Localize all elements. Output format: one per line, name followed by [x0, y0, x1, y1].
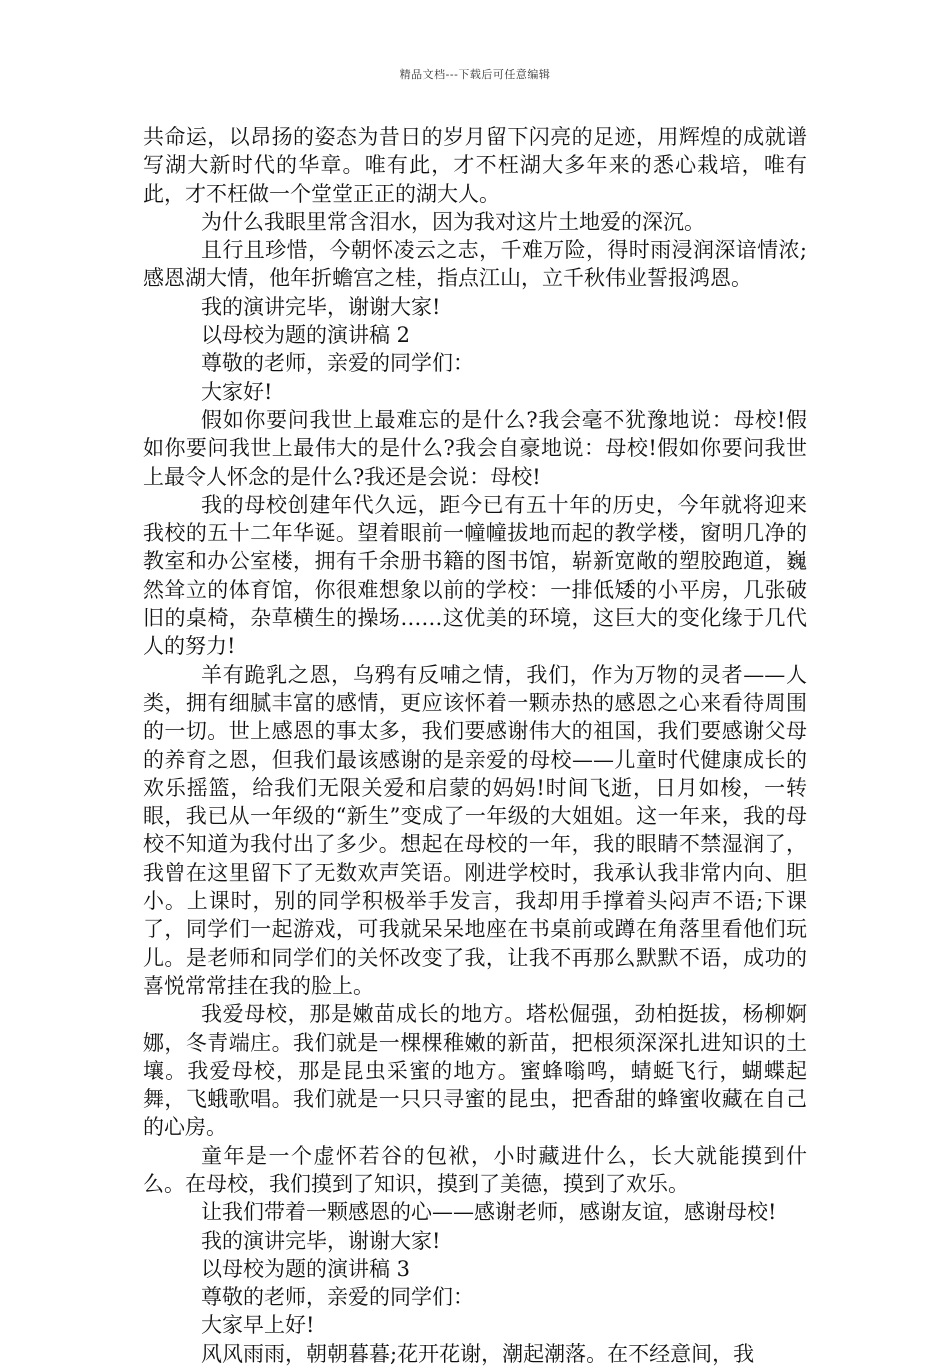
paragraph: 童年是一个虚怀若谷的包袱，小时藏进什么，长大就能摸到什么。在母校，我们摸到了知识，摸到了美德，摸到了欢乐。	[143, 1143, 807, 1196]
paragraph: 让我们带着一颗感恩的心——感谢老师，感谢友谊，感谢母校!	[201, 1200, 777, 1225]
paragraph: 我的母校创建年代久远，距今已有五十年的历史，今年就将迎来我校的五十二年华诞。望着眼前一幢幢拔地而起的教学楼，窗明几净的教室和办公室楼，拥有千余册书籍的图书馆，崭新宽敞的塑胶跑道，巍然耸立的体育馆，你很难想象以前的学校：一排低矮的小平房，几张破旧的桌椅，杂草横生的操场……这优美的环境，这巨大的变化缘于几代人的努力!	[143, 492, 807, 659]
document-body	[143, 123, 807, 1368]
page-header: 精品文档---下载后可任意编辑	[399, 68, 551, 81]
closing-line: 我的演讲完毕，谢谢大家!	[201, 294, 441, 319]
section-title: 以母校为题的演讲稿 3	[201, 1256, 411, 1281]
paragraph: 羊有跪乳之恩，乌鸦有反哺之情，我们，作为万物的灵者——人类，拥有细腻丰富的感情，更应该怀着一颗赤热的感恩之心来看待周围的一切。世上感恩的事太多，我们要感谢伟大的祖国，我们要感谢父母的养育之恩，但我们最该感谢的是亲爱的母校——儿童时代健康成长的欢乐摇篮，给我们无限关爱和启蒙的妈妈!时间飞逝，日月如梭，一转眼，我已从一年级的“新生”变成了一年级的大姐姐。这一年来，我的母校不知道为我付出了多少。想起在母校的一年，我的眼睛不禁湿润了，我曾在这里留下了无数欢声笑语。刚进学校时，我承认我非常内向、胆小。上课时，别的同学积极举手发言，我却用手撑着头闷声不语;下课了，同学们一起游戏，可我就呆呆地座在书桌前或蹲在角落里看他们玩儿。是老师和同学们的关怀改变了我，让我不再那么默默不语，成功的喜悦常常挂在我的脸上。	[143, 662, 807, 998]
closing-line: 我的演讲完毕，谢谢大家!	[201, 1228, 441, 1253]
section-title: 以母校为题的演讲稿 2	[201, 323, 411, 348]
paragraph: 假如你要问我世上最难忘的是什么?我会毫不犹豫地说：母校!假如你要问我世上最伟大的是什么?我会自豪地说：母校!假如你要问我世上最令人怀念的是什么?我还是会说：母校!	[143, 407, 807, 489]
salutation: 尊敬的老师，亲爱的同学们：	[201, 1285, 474, 1310]
greeting: 大家早上好!	[201, 1313, 315, 1338]
paragraph: 且行且珍惜，今朝怀凌云之志，千难万险，得时雨浸润深谙情浓;感恩湖大情，他年折蟾宫之桂，指点江山，立千秋伟业誓报鸿恩。	[143, 238, 807, 291]
paragraph: 为什么我眼里常含泪水，因为我对这片土地爱的深沉。	[201, 209, 705, 234]
paragraph: 风风雨雨，朝朝暮暮;花开花谢，潮起潮落。在不经意间，我	[201, 1341, 755, 1366]
greeting: 大家好!	[201, 379, 273, 404]
salutation: 尊敬的老师，亲爱的同学们：	[201, 351, 474, 376]
paragraph: 我爱母校，那是嫩苗成长的地方。塔松倔强，劲柏挺拔，杨柳婀娜，冬青端庄。我们就是一棵棵稚嫩的新苗，把根须深深扎进知识的土壤。我爱母校，那是昆虫采蜜的地方。蜜蜂嗡鸣，蜻蜓飞行，蝴蝶起舞，飞蛾歌唱。我们就是一只只寻蜜的昆虫，把香甜的蜂蜜收藏在自己的心房。	[143, 1002, 807, 1140]
paragraph: 共命运，以昂扬的姿态为昔日的岁月留下闪亮的足迹，用辉煌的成就谱写湖大新时代的华章。唯有此，才不枉湖大多年来的悉心栽培，唯有此，才不枉做一个堂堂正正的湖大人。	[143, 125, 807, 206]
